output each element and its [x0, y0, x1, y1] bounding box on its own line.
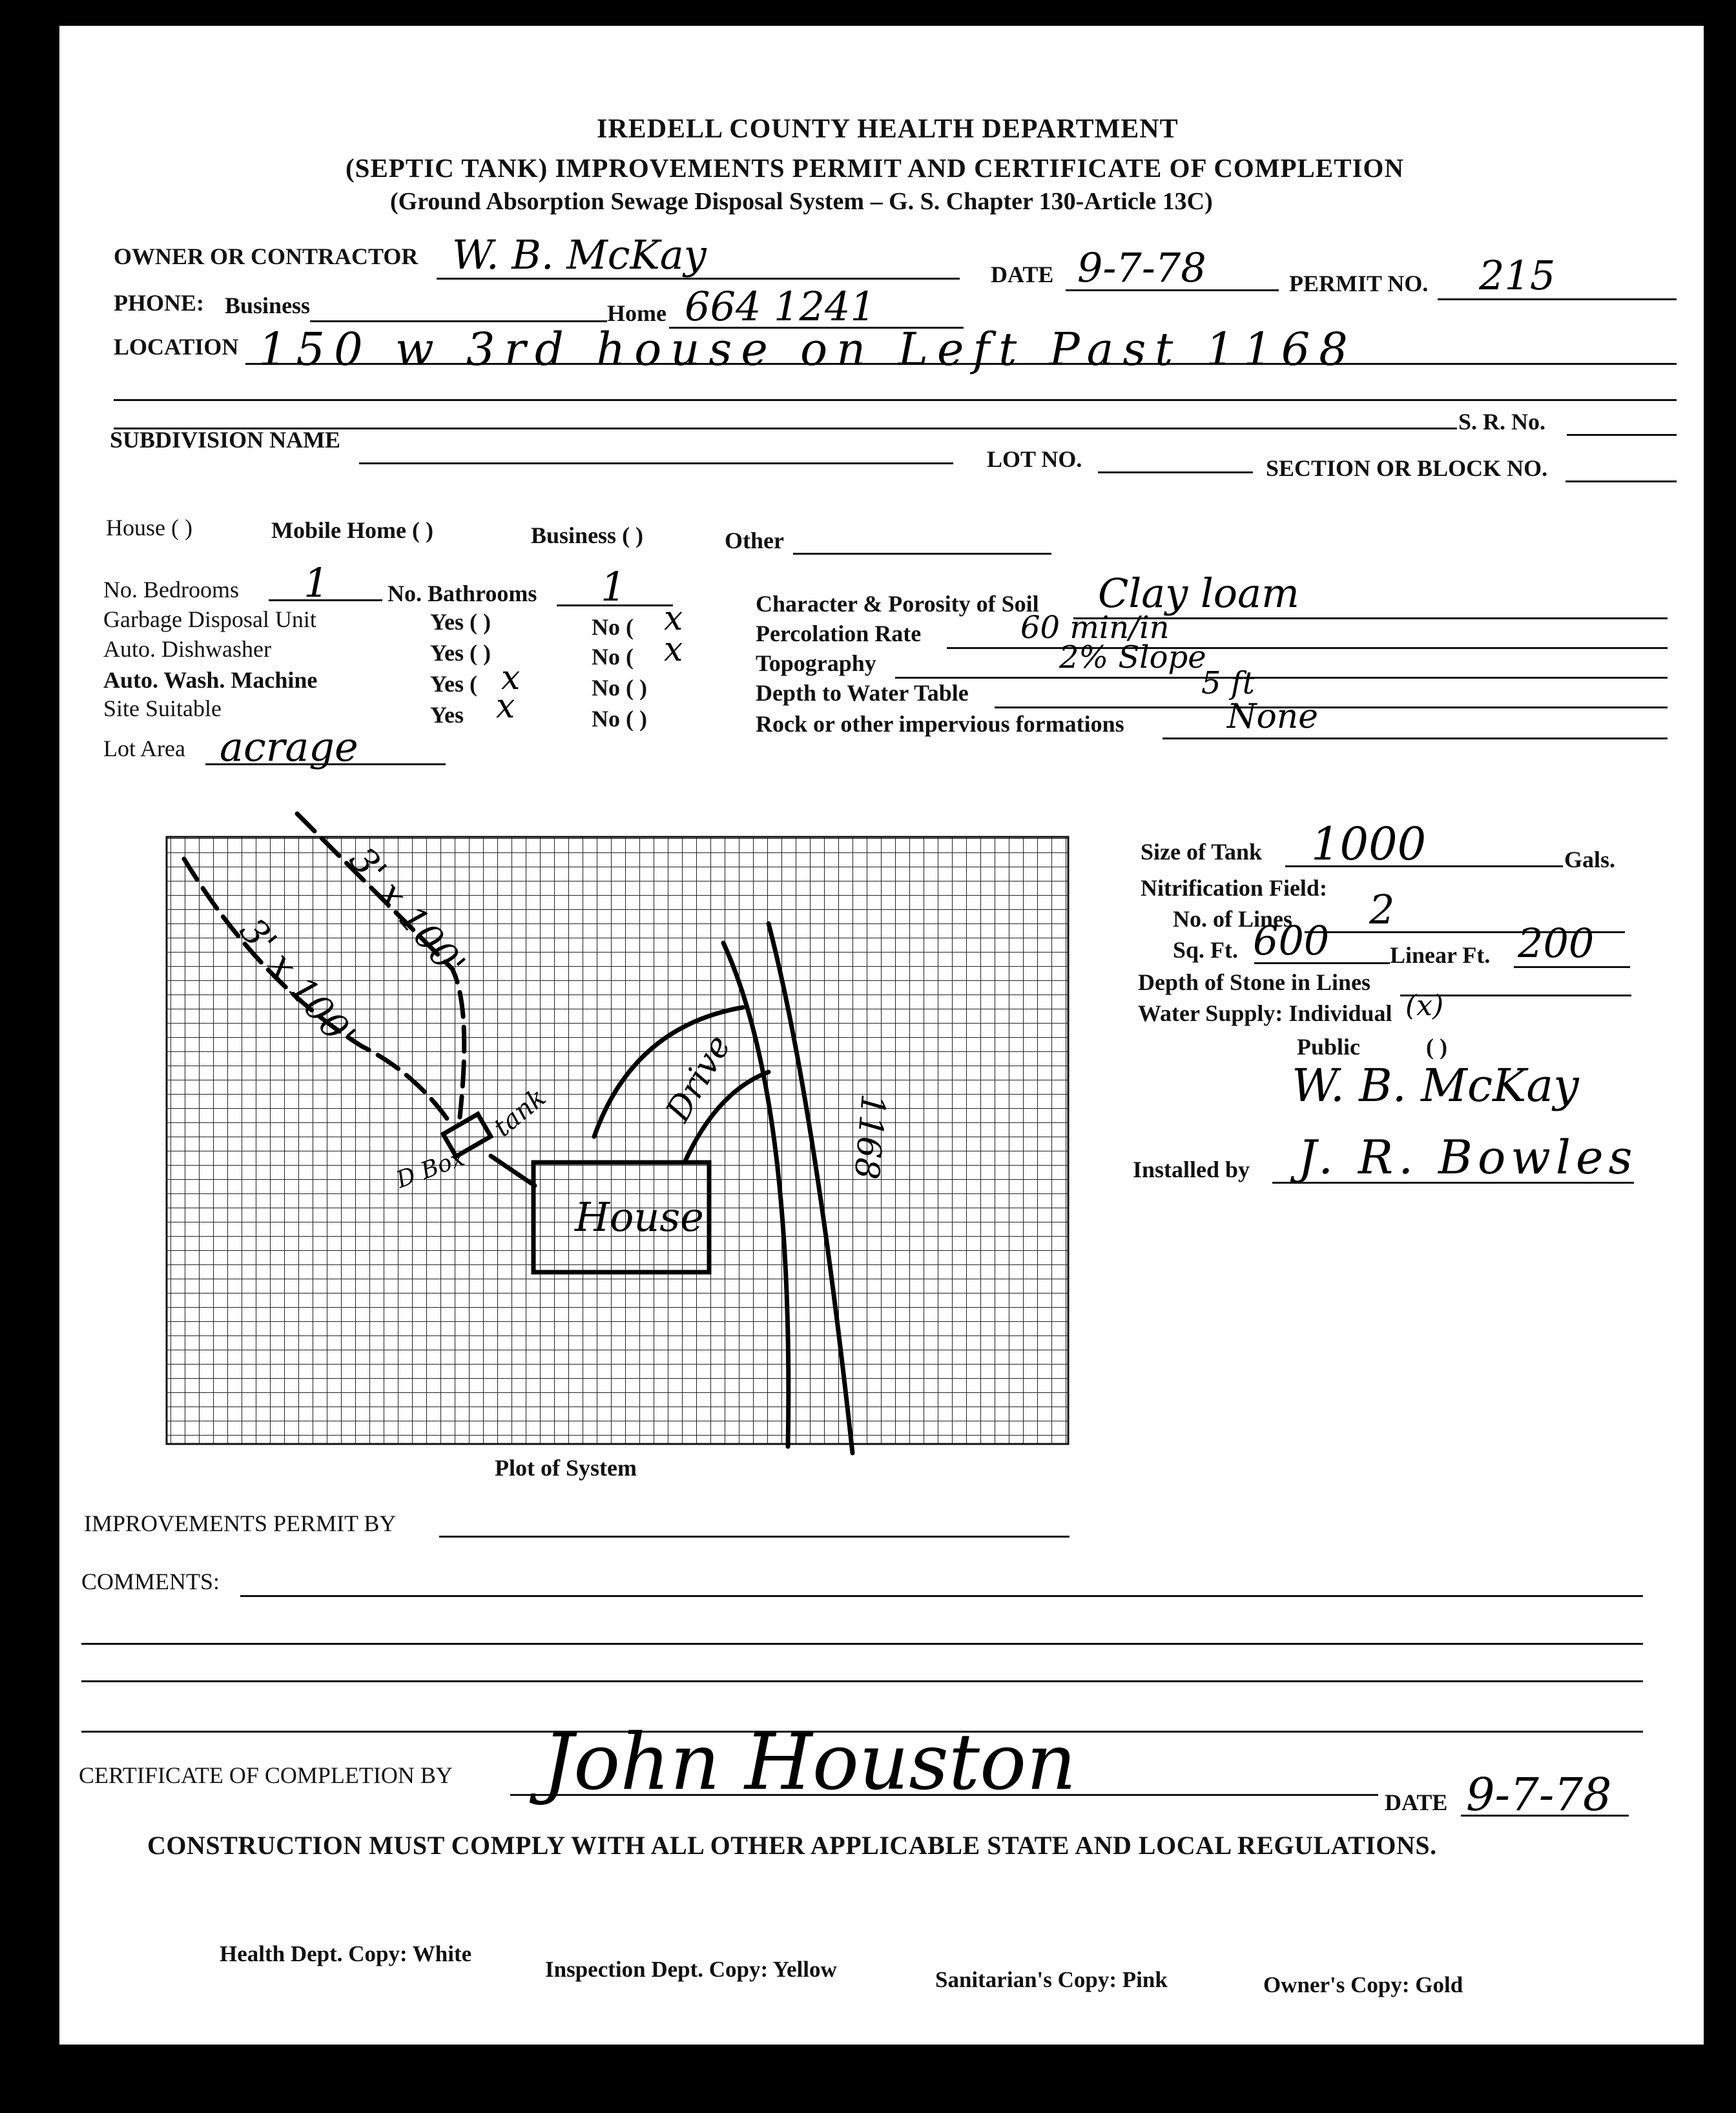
- improvements-permit-line: [439, 1536, 1070, 1538]
- tank-size-value: 1000: [1311, 818, 1427, 871]
- lot-no-label: LOT NO.: [987, 446, 1082, 472]
- comments-label: COMMENTS:: [81, 1569, 220, 1594]
- certificate-date-label: DATE: [1385, 1789, 1448, 1815]
- water-table-value: 5 ft: [1201, 665, 1255, 701]
- copy-inspection: Inspection Dept. Copy: Yellow: [545, 1957, 837, 1982]
- comments-line-2: [81, 1643, 1643, 1645]
- phone-home-value: 664 1241: [685, 283, 876, 330]
- check-garbage-label: Garbage Disposal Unit: [103, 606, 316, 632]
- nitrification-label: Nitrification Field:: [1141, 875, 1327, 901]
- check-site-no: No ( ): [592, 706, 647, 732]
- check-garbage-yes: Yes ( ): [430, 609, 491, 635]
- phone-label: PHONE:: [114, 290, 204, 316]
- date-value: 9-7-78: [1077, 244, 1206, 291]
- check-garbage-mark: x: [664, 599, 683, 638]
- type-other-label: Other: [725, 528, 784, 553]
- permit-no-label: PERMIT NO.: [1289, 271, 1429, 296]
- check-site-label: Site Suitable: [103, 696, 222, 721]
- check-washer-label: Auto. Wash. Machine: [103, 667, 318, 693]
- check-dishwasher-label: Auto. Dishwasher: [103, 636, 271, 662]
- improvements-permit-label: IMPROVEMENTS PERMIT BY: [84, 1510, 397, 1536]
- bathrooms-label: No. Bathrooms: [388, 581, 537, 606]
- phone-business-label: Business: [225, 293, 311, 318]
- plot-grid: [167, 837, 1068, 1444]
- phone-home-label: Home: [607, 300, 666, 326]
- owner-value: W. B. McKay: [452, 231, 707, 278]
- sqft-label: Sq. Ft.: [1173, 937, 1239, 963]
- copy-sanitarian: Sanitarian's Copy: Pink: [935, 1967, 1168, 1992]
- permit-no-value: 215: [1479, 252, 1556, 299]
- percolation-label: Percolation Rate: [756, 621, 922, 646]
- certificate-signature: John Houston: [542, 1718, 1077, 1808]
- plot-label-line-a: 3' x 100': [341, 839, 473, 985]
- comments-line-1: [240, 1595, 1643, 1597]
- plot-label-drive: Drive: [658, 1028, 739, 1129]
- plot-label-house: House: [575, 1193, 704, 1241]
- tank-gals-label: Gals.: [1564, 847, 1616, 872]
- plot-label-tank: tank: [488, 1082, 552, 1143]
- check-dishwasher-yes: Yes ( ): [430, 640, 491, 666]
- plot-label-line-b: 3' x 100': [231, 910, 364, 1056]
- percolation-value: 60 min/in: [1020, 610, 1170, 646]
- type-business: Business ( ): [531, 522, 644, 548]
- subdivision-label: SUBDIVISION NAME: [110, 427, 341, 453]
- form-title: (SEPTIC TANK) IMPROVEMENTS PERMIT AND CERTIFICATE OF COMPLETION: [346, 153, 1405, 183]
- bedrooms-value: 1: [304, 559, 329, 606]
- lot-area-value: acrage: [220, 723, 358, 770]
- topography-value: 2% Slope: [1059, 639, 1206, 675]
- certificate-date-value: 9-7-78: [1466, 1768, 1612, 1821]
- plot-label-road: 1168: [846, 1092, 893, 1181]
- notice: CONSTRUCTION MUST COMPLY WITH ALL OTHER APPLICABLE STATE AND LOCAL REGULATIONS.: [147, 1831, 1437, 1860]
- check-dishwasher-mark: x: [664, 630, 683, 669]
- check-site-mark: x: [496, 687, 515, 726]
- linear-label: Linear Ft.: [1390, 942, 1491, 968]
- water-supply-label: Water Supply: Individual: [1138, 1000, 1392, 1026]
- lot-area-label: Lot Area: [103, 736, 185, 761]
- public-mark: ( ): [1426, 1034, 1447, 1060]
- stone-label: Depth of Stone in Lines: [1138, 969, 1371, 995]
- bedrooms-label: No. Bedrooms: [103, 577, 239, 603]
- water-individual-mark: (x): [1405, 989, 1444, 1022]
- form-subtitle: (Ground Absorption Sewage Disposal System – G. S. Chapter 130-Article 13C): [390, 188, 1213, 215]
- bathrooms-value: 1: [601, 563, 626, 610]
- certificate-label: CERTIFICATE OF COMPLETION BY: [79, 1762, 453, 1788]
- lines-value: 2: [1369, 886, 1395, 933]
- soil-character-label: Character & Porosity of Soil: [756, 591, 1039, 617]
- check-dishwasher-no: No (: [592, 644, 634, 670]
- check-washer-no: No ( ): [592, 675, 647, 701]
- check-site-yes: Yes: [430, 702, 464, 728]
- check-washer-yes: Yes (: [430, 671, 477, 697]
- public-label: Public: [1297, 1034, 1361, 1060]
- check-washer-mark: x: [501, 659, 521, 697]
- sr-no-label: S. R. No.: [1458, 409, 1546, 435]
- installed-by-value: J. R. Bowles: [1298, 1130, 1638, 1184]
- comments-line-3: [81, 1680, 1643, 1682]
- owner-label: OWNER OR CONTRACTOR: [114, 243, 418, 269]
- section-block-label: SECTION OR BLOCK NO.: [1266, 455, 1548, 481]
- location-label: LOCATION: [114, 334, 239, 360]
- location-value: 150 w 3rd house on Left Past 1168: [258, 323, 1357, 376]
- installed-by-label: Installed by: [1133, 1157, 1250, 1182]
- sqft-value: 600: [1253, 917, 1330, 964]
- copy-owner: Owner's Copy: Gold: [1263, 1972, 1463, 1997]
- department-title: IREDELL COUNTY HEALTH DEPARTMENT: [597, 114, 1179, 144]
- linear-value: 200: [1518, 920, 1595, 967]
- lines-label: No. of Lines: [1173, 906, 1293, 932]
- water-table-label: Depth to Water Table: [756, 680, 969, 706]
- owner-signature: W. B. McKay: [1292, 1059, 1579, 1112]
- rock-value: None: [1227, 697, 1319, 736]
- soil-character-value: Clay loam: [1098, 570, 1299, 617]
- type-house: House ( ): [106, 515, 192, 541]
- rock-label: Rock or other impervious formations: [756, 711, 1124, 737]
- date-label: DATE: [991, 262, 1054, 287]
- type-mobile-home: Mobile Home ( ): [271, 517, 433, 543]
- plot-label-dbox: D Box: [393, 1144, 468, 1194]
- check-garbage-no: No (: [592, 614, 634, 640]
- topography-label: Topography: [756, 650, 876, 676]
- copy-health: Health Dept. Copy: White: [220, 1941, 472, 1966]
- plot-caption: Plot of System: [495, 1455, 637, 1481]
- tank-size-label: Size of Tank: [1141, 839, 1263, 865]
